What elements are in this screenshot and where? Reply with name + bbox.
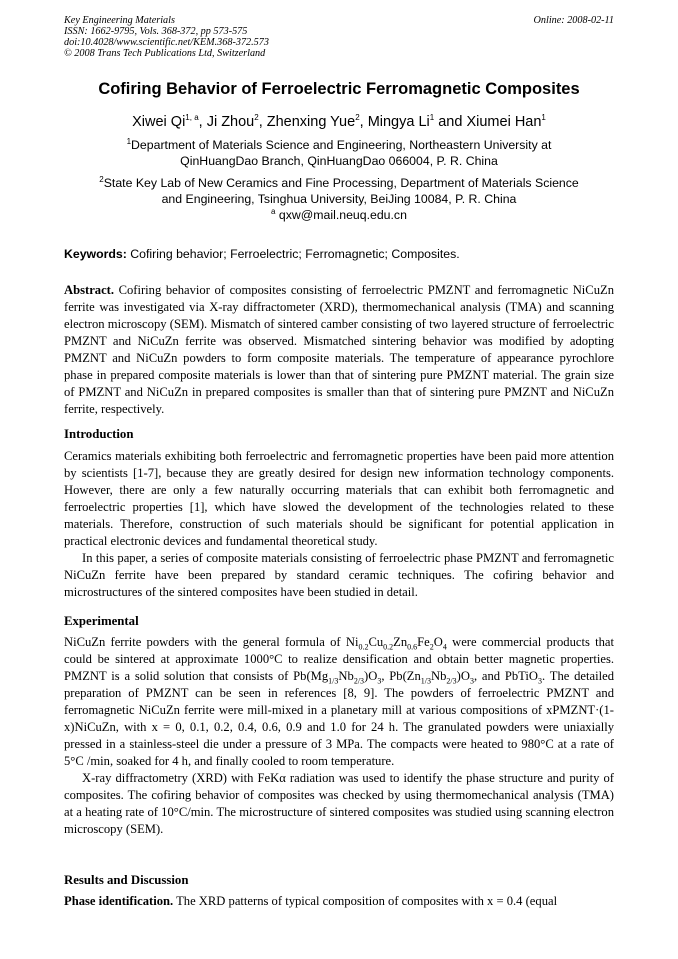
author-sup: 2: [355, 113, 360, 123]
text-run: , Pb(Zn: [381, 669, 421, 683]
author-sup: 1, a: [185, 113, 199, 123]
abstract: [64, 282, 614, 418]
results-text: The XRD patterns of typical composition of composites with x = 0.4 (equal: [173, 894, 558, 908]
author-name: and Xiumei Han: [434, 114, 542, 130]
online-date: Online: 2008-02-11: [533, 15, 614, 26]
subscript: 1/3: [328, 676, 339, 686]
affiliation-2: [90, 176, 588, 207]
subscript: 3: [377, 676, 382, 686]
results-body: [64, 893, 614, 910]
affiliation-sup: 1: [126, 136, 132, 146]
text-run: Nb: [338, 669, 354, 683]
affiliation-1: [90, 138, 588, 169]
author-name: , Ji Zhou: [198, 114, 255, 130]
paragraph: Ceramics materials exhibiting both ferroelectric and ferromagnetic properties have been paid more attention by scientists [1-7], because they are greatly desired for design new information technology components. However, there are only a few naturally occurring materials that can exhibit both ferromagnetic and ferroelectric properties [1], which have slowed the development of the technologies related to these materials. Therefore, construction of such materials should be significant for potential application in practical electronic devices and fundamental theoretical study.: [64, 449, 614, 548]
affiliation-text: Department of Materials Science and Engineering, Northeastern University at QinHuangDao Branch, QinHuangDao 066004, P. R. China: [131, 138, 552, 168]
experimental-heading: Experimental: [64, 614, 139, 628]
subscript: 2/3: [353, 676, 365, 686]
author-name: , Zhenxing Yue: [258, 114, 356, 130]
text-run: )O: [364, 669, 378, 683]
experimental-body: [64, 634, 614, 838]
subscript: 2: [429, 642, 434, 652]
email-text: qxw@mail.neuq.edu.cn: [275, 208, 407, 222]
paper-title: Cofiring Behavior of Ferroelectric Ferromagnetic Composites: [98, 80, 580, 98]
text-run: , and PbTiO: [473, 669, 539, 683]
corresponding-email: [0, 208, 678, 222]
author-list: [0, 114, 678, 130]
paragraph: X-ray diffractometry (XRD) with FeKα radiation was used to identify the phase structure and purity of composites. The cofiring behavior of composites was checked by using thermomechanical analysis (TMA) at a heating rate of 10°C/min. The microstructure of sintered composites was studied using scanning electron microscopy (SEM).: [64, 771, 614, 836]
introduction-body: [64, 448, 614, 601]
text-run: )O: [456, 669, 470, 683]
text-run: Cu: [368, 635, 384, 649]
copyright-line: © 2008 Trans Tech Publications Ltd, Switzerland: [64, 48, 266, 59]
subscript: 0.2: [358, 642, 369, 652]
subscript: 1/3: [420, 676, 432, 686]
affiliation-sup: 2: [99, 174, 104, 184]
journal-name: Key Engineering Materials: [64, 15, 175, 26]
text-run: O: [433, 635, 443, 649]
subscript: 3: [469, 676, 474, 686]
subscript: 0.6: [407, 642, 418, 652]
keywords-line: [64, 247, 614, 261]
introduction-heading: Introduction: [64, 427, 134, 441]
abstract-label: Abstract.: [64, 283, 115, 297]
author-name: , Mingya Li: [359, 114, 430, 130]
email-sup: a: [271, 206, 276, 216]
author-sup: 2: [254, 113, 259, 123]
author-sup: 1: [429, 113, 435, 123]
subscript: 4: [442, 642, 447, 652]
author-name: Xiwei Qi: [132, 114, 186, 130]
keywords-text: Cofiring behavior; Ferroelectric; Ferromagnetic; Composites.: [126, 247, 460, 261]
paragraph: [64, 634, 614, 770]
text-run: NiCuZn ferrite powders with the general formula of Ni: [64, 635, 359, 649]
subscript: 2/3: [446, 676, 457, 686]
author-sup: 1: [541, 113, 546, 123]
text-run: Fe: [417, 635, 430, 649]
abstract-text: Cofiring behavior of composites consisting of ferroelectric PMZNT and ferromagnetic NiCuZn ferrite was investigated via X-ray diffractometer (XRD), thermomechanical analysis (TMA) and scanning electron microscopy (SEM). Mismatch of sintered camber consisting of two layered structure of ferroelectric PMZNT and NiCuZn ferrite was observed. Mismatched sintering behavior was modified by adopting PMZNT and NiCuZn powders to form composite materials. The temperature of appearance pyrochlore phase in prepared composite materials is lower than that of sintering pure PMZNT material. The grain size of PMZNT and NiCuZn in prepared composites is smaller than that of sintering pure PMZNT and NiCuZn ferrite, respectively.: [64, 283, 614, 416]
issn-line: ISSN: 1662-9795, Vols. 368-372, pp 573-575: [64, 26, 248, 37]
paragraph: In this paper, a series of composite materials consisting of ferroelectric phase PMZNT and ferromagnetic NiCuZn ferrite have been prepared by standard ceramic techniques. The cofiring behavior and microstructures of the sintered composites have been studied in detail.: [64, 551, 614, 599]
affiliation-text: State Key Lab of New Ceramics and Fine Processing, Department of Materials Science and Engineering, Tsinghua University, BeiJing 10084, P. R. China: [103, 176, 579, 206]
subsection-label: Phase identification.: [64, 894, 174, 908]
doi-line: doi:10.4028/www.scientific.net/KEM.368-372.573: [64, 37, 269, 48]
text-run: were commercial products that could be sintered at approximate 1000°C to realize densification and obtain better magnetic properties. PMZNT is a solid solution that consists of Pb(Mg: [64, 635, 614, 683]
text-run: Nb: [431, 669, 447, 683]
results-heading: Results and Discussion: [64, 873, 189, 887]
text-run: . The detailed preparation of PMZNT can be seen in references [8, 9]. The powders of ferroelectric PMZNT and ferromagnetic NiCuZn ferrite were mill-mixed in a planetary mill at various compositions of xPMZNT·(1-x)NiCuZn, with x = 0, 0.1, 0.2, 0.4, 0.6, 0.9 and 1.0 for 24 h. The granulated powders were uniaxially pressed in a stainless-steel die under a pressure of 3 MPa. The compacts were heated to 980°C at a rate of 5°C /min, soaked for 4 h, and finally cooled to room temperature.: [64, 669, 614, 768]
keywords-label: Keywords:: [64, 247, 127, 261]
subscript: 3: [538, 676, 543, 686]
subscript: 0.2: [383, 642, 394, 652]
text-run: Zn: [393, 635, 408, 649]
journal-header: [64, 15, 614, 59]
